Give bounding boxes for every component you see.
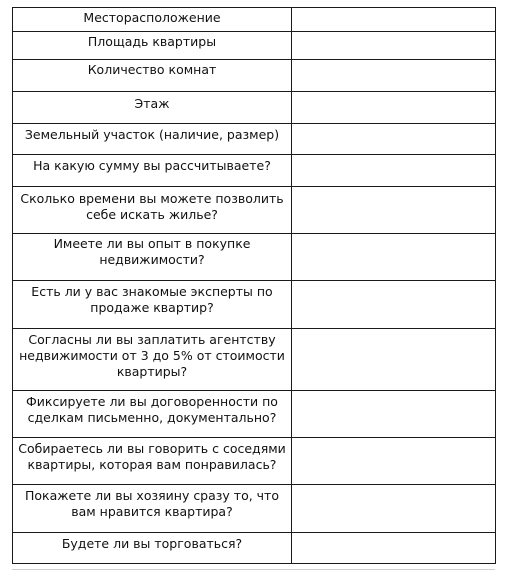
answer-cell[interactable]: [292, 187, 496, 234]
question-cell: Площадь квартиры: [13, 32, 292, 60]
question-cell: Имеете ли вы опыт в покупке недвижимости?: [13, 234, 292, 281]
question-cell: Сколько времени вы можете позволить себе искать жилье?: [13, 187, 292, 234]
answer-cell[interactable]: [292, 438, 496, 485]
bottom-divider: [12, 569, 495, 570]
answer-cell[interactable]: [292, 60, 496, 92]
question-cell: Фиксируете ли вы договоренности по сделкам письменно, документально?: [13, 391, 292, 438]
table-row: [13, 124, 496, 155]
question-cell: Согласны ли вы заплатить агентству недвижимости от 3 до 5% от стоимости квартиры?: [13, 329, 292, 391]
table-row: [13, 234, 496, 281]
question-cell: Земельный участок (наличие, размер): [13, 124, 292, 155]
table-row: [13, 60, 496, 92]
question-cell: Будете ли вы торговаться?: [13, 533, 292, 564]
table-row: [13, 92, 496, 124]
question-cell: Покажете ли вы хозяину сразу то, что вам нравится квартира?: [13, 485, 292, 533]
answer-cell[interactable]: [292, 281, 496, 329]
answer-cell[interactable]: [292, 391, 496, 438]
questionnaire-table: [12, 7, 496, 564]
answer-cell[interactable]: [292, 155, 496, 187]
answer-cell[interactable]: [292, 124, 496, 155]
answer-cell[interactable]: [292, 329, 496, 391]
answer-cell[interactable]: [292, 485, 496, 533]
question-cell: На какую сумму вы рассчитываете?: [13, 155, 292, 187]
table-row: [13, 187, 496, 234]
table-row: [13, 8, 496, 32]
question-cell: Есть ли у вас знакомые эксперты по продаже квартир?: [13, 281, 292, 329]
answer-cell[interactable]: [292, 32, 496, 60]
table-row: [13, 32, 496, 60]
answer-cell[interactable]: [292, 92, 496, 124]
table-row: [13, 485, 496, 533]
answer-cell[interactable]: [292, 234, 496, 281]
question-cell: Этаж: [13, 92, 292, 124]
question-cell: Месторасположение: [13, 8, 292, 32]
table-row: [13, 281, 496, 329]
question-cell: Собираетесь ли вы говорить с соседями квартиры, которая вам понравилась?: [13, 438, 292, 485]
question-cell: Количество комнат: [13, 60, 292, 92]
table-row: [13, 533, 496, 564]
answer-cell[interactable]: [292, 533, 496, 564]
table-row: [13, 329, 496, 391]
table-row: [13, 391, 496, 438]
table-row: [13, 438, 496, 485]
answer-cell[interactable]: [292, 8, 496, 32]
table-row: [13, 155, 496, 187]
